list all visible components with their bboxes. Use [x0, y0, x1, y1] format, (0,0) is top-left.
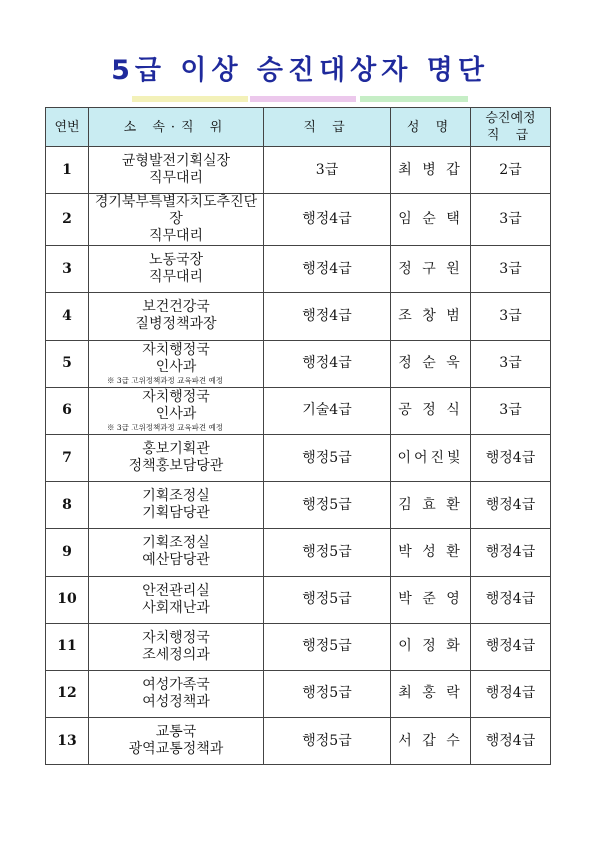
- row-number: 5: [46, 340, 89, 387]
- table-row: [46, 434, 551, 481]
- table-row: [46, 147, 551, 194]
- row-name: 김 효 환: [391, 482, 471, 529]
- row-name: 공 정 식: [391, 387, 471, 434]
- row-dept-line2: 직무대리: [148, 170, 204, 187]
- table-row: [46, 246, 551, 293]
- row-grade: 행정4급: [264, 340, 391, 387]
- row-dept-line2: 인사과: [155, 359, 197, 376]
- row-name: 이 정 화: [391, 623, 471, 670]
- row-name: 최 홍 락: [391, 670, 471, 717]
- row-name: 정 순 욱: [391, 340, 471, 387]
- table-header-row: [46, 108, 551, 147]
- row-promo: 2급: [471, 147, 551, 194]
- row-dept-line2: 조세정의과: [142, 646, 210, 663]
- row-grade: 행정5급: [264, 718, 391, 765]
- row-dept: [89, 576, 264, 623]
- row-dept-line1: 노동국장: [148, 252, 204, 269]
- row-promo: 행정4급: [471, 529, 551, 576]
- row-name: 정 구 원: [391, 246, 471, 293]
- table-row: [46, 670, 551, 717]
- table-row: [46, 623, 551, 670]
- row-dept-line1: 균형발전기획실장: [121, 153, 231, 170]
- row-dept-line1: 경기북부특별자치도추진단장: [94, 194, 258, 228]
- row-number: 12: [46, 670, 89, 717]
- row-dept-line2: 인사과: [155, 406, 197, 423]
- row-dept-line2: 질병정책과장: [135, 316, 217, 333]
- row-number: 13: [46, 718, 89, 765]
- header-dept: 소 속·직 위: [89, 108, 264, 147]
- row-grade: 행정4급: [264, 293, 391, 340]
- row-grade: 행정5급: [264, 529, 391, 576]
- row-grade: 행정4급: [264, 246, 391, 293]
- row-dept-line2: 여성정책과: [142, 693, 210, 710]
- table-row: [46, 194, 551, 246]
- header-promo: 승진예정 직 급: [471, 108, 551, 147]
- row-number: 10: [46, 576, 89, 623]
- row-promo: 행정4급: [471, 623, 551, 670]
- row-dept: [89, 482, 264, 529]
- header-name: 성 명: [391, 108, 471, 147]
- row-dept-line1: 자치행정국: [142, 389, 210, 406]
- row-dept-line2: 직무대리: [148, 228, 204, 245]
- row-promo: 행정4급: [471, 434, 551, 481]
- row-grade: 행정5급: [264, 623, 391, 670]
- table-row: [46, 387, 551, 434]
- row-grade: 행정5급: [264, 434, 391, 481]
- row-dept-line2: 정책홍보담당관: [128, 458, 224, 475]
- title-underline-pink: [250, 96, 356, 102]
- row-number: 6: [46, 387, 89, 434]
- row-grade: 행정5급: [264, 482, 391, 529]
- row-note: ※ 3급 고위정책과정 교육파견 예정: [107, 423, 223, 433]
- title-underline-green: [360, 96, 468, 102]
- row-number: 2: [46, 194, 89, 246]
- row-grade: 행정4급: [264, 194, 391, 246]
- row-dept: [89, 670, 264, 717]
- row-note: ※ 3급 고위정책과정 교육파견 예정: [107, 376, 223, 386]
- row-dept-line2: 직무대리: [148, 269, 204, 286]
- row-dept-line2: 광역교통정책과: [128, 741, 224, 758]
- row-dept-line1: 교통국: [155, 724, 197, 741]
- header-no: 연번: [46, 108, 89, 147]
- row-dept-line2: 사회재난과: [142, 599, 210, 616]
- row-number: 9: [46, 529, 89, 576]
- row-promo: 3급: [471, 246, 551, 293]
- row-number: 11: [46, 623, 89, 670]
- row-promo: 행정4급: [471, 482, 551, 529]
- row-grade: 기술4급: [264, 387, 391, 434]
- row-promo: 행정4급: [471, 670, 551, 717]
- row-name: 이어진빛: [391, 434, 471, 481]
- row-promo: 3급: [471, 340, 551, 387]
- table-row: [46, 482, 551, 529]
- row-promo: 3급: [471, 293, 551, 340]
- row-dept-line1: 자치행정국: [142, 629, 210, 646]
- row-dept: [89, 340, 264, 387]
- row-dept-line1: 기획조정실: [142, 488, 210, 505]
- table-row: [46, 293, 551, 340]
- row-dept: [89, 623, 264, 670]
- row-dept: [89, 246, 264, 293]
- row-name: 최 병 갑: [391, 147, 471, 194]
- row-grade: 3급: [264, 147, 391, 194]
- row-promo: 행정4급: [471, 718, 551, 765]
- row-dept: [89, 293, 264, 340]
- row-dept: [89, 147, 264, 194]
- row-dept-line1: 여성가족국: [142, 676, 210, 693]
- row-dept-line1: 기획조정실: [142, 535, 210, 552]
- row-promo: 행정4급: [471, 576, 551, 623]
- row-dept: [89, 529, 264, 576]
- title-underline-yellow: [132, 96, 248, 102]
- row-dept-line1: 홍보기획관: [142, 441, 210, 458]
- row-dept-line2: 예산담당관: [142, 552, 210, 569]
- row-number: 3: [46, 246, 89, 293]
- page-title: 5급 이상 승진대상자 명단: [111, 55, 489, 86]
- row-name: 서 갑 수: [391, 718, 471, 765]
- row-number: 4: [46, 293, 89, 340]
- table-row: [46, 718, 551, 765]
- promotion-roster-table: [45, 107, 551, 765]
- row-dept: [89, 434, 264, 481]
- table-row: [46, 340, 551, 387]
- row-dept: [89, 718, 264, 765]
- row-promo: 3급: [471, 387, 551, 434]
- row-name: 조 창 범: [391, 293, 471, 340]
- row-name: 박 준 영: [391, 576, 471, 623]
- row-number: 7: [46, 434, 89, 481]
- row-dept: [89, 194, 264, 246]
- row-name: 박 성 환: [391, 529, 471, 576]
- row-dept-line2: 기획담당관: [142, 505, 210, 522]
- row-name: 임 순 택: [391, 194, 471, 246]
- row-promo: 3급: [471, 194, 551, 246]
- row-number: 8: [46, 482, 89, 529]
- row-number: 1: [46, 147, 89, 194]
- row-grade: 행정5급: [264, 670, 391, 717]
- row-dept-line1: 자치행정국: [142, 342, 210, 359]
- table-row: [46, 576, 551, 623]
- row-dept-line1: 보건건강국: [142, 299, 210, 316]
- row-dept-line1: 안전관리실: [142, 582, 210, 599]
- row-grade: 행정5급: [264, 576, 391, 623]
- row-dept: [89, 387, 264, 434]
- header-grade: 직 급: [264, 108, 391, 147]
- table-row: [46, 529, 551, 576]
